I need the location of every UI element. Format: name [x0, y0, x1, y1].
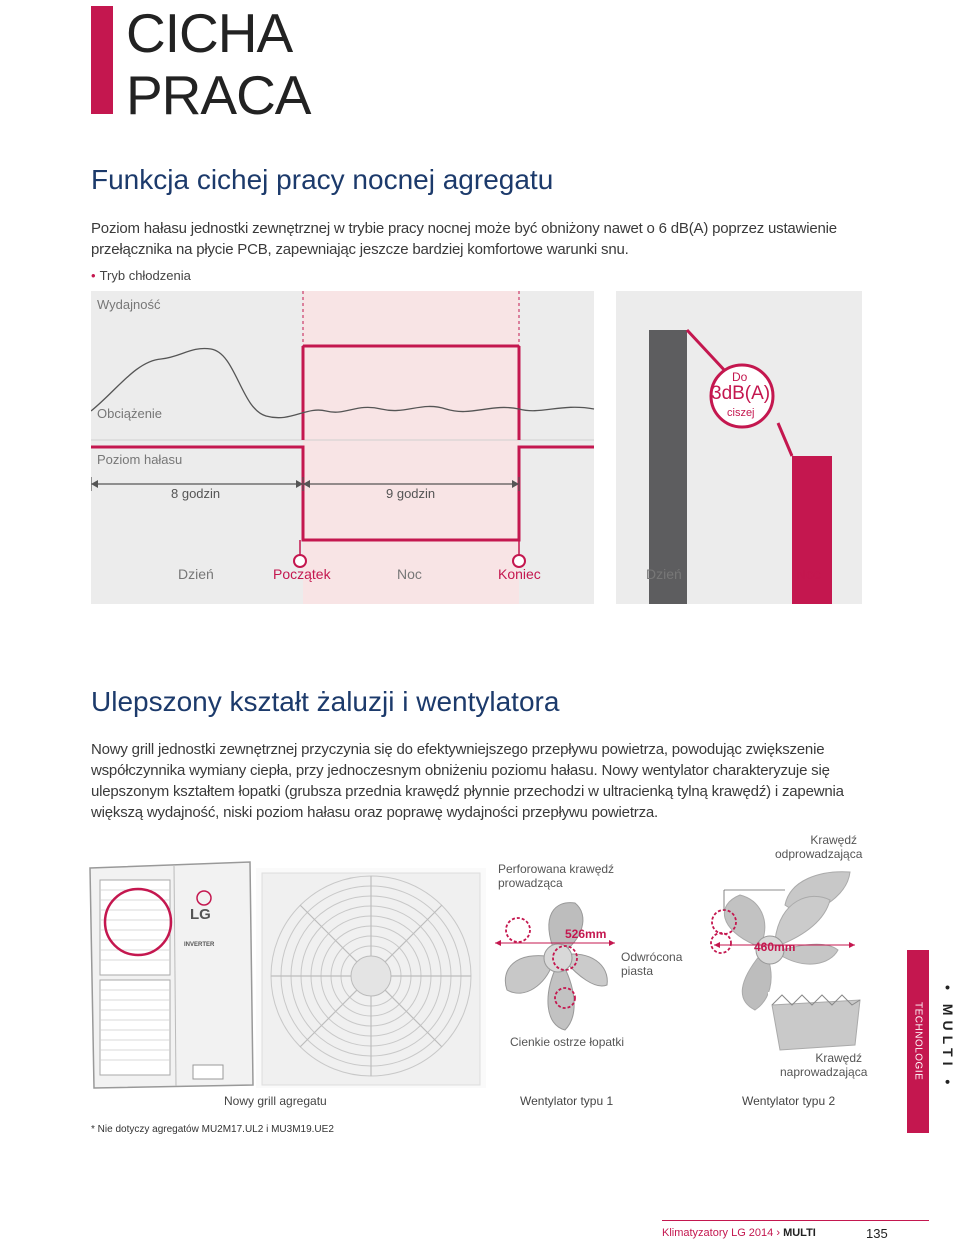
right-axis-night: Noc — [796, 566, 821, 582]
axis-end: Koniec — [498, 566, 541, 582]
section1-heading: Funkcja cichej pracy nocnej agregatu — [91, 164, 554, 195]
fan-grill-image — [256, 868, 486, 1088]
label-reversed-l1: Odwrócona — [621, 950, 683, 964]
label-reversed-l2: piasta — [621, 964, 654, 978]
bullet-text: Tryb chłodzenia — [99, 268, 191, 283]
caption-fan2: Wentylator typu 2 — [742, 1094, 836, 1108]
label-reversed-hub — [621, 950, 682, 978]
title-accent-bar — [91, 6, 113, 114]
fan-type1-image — [495, 895, 615, 1035]
page-title — [126, 2, 311, 126]
day-noise-bar — [649, 330, 687, 604]
fan1-dimension: 526mm — [565, 927, 607, 941]
label-noise: Poziom hałasu — [97, 452, 183, 467]
label-leading-l2: naprowadzająca — [780, 1065, 868, 1079]
footer-rule — [662, 1220, 929, 1221]
label-leading-edge — [780, 1051, 868, 1079]
label-trailing-edge — [775, 833, 863, 861]
axis-start: Początek — [273, 566, 331, 582]
axis-night: Noc — [397, 566, 422, 582]
page-title-line2: PRACA — [126, 64, 311, 126]
side-tab-text: TECHNOLOGIE — [912, 1002, 924, 1081]
label-perforated — [498, 862, 614, 890]
footer-text — [662, 1227, 816, 1239]
label-9h: 9 godzin — [386, 486, 436, 501]
footer-brand: MULTI — [783, 1227, 816, 1239]
section1-body-line1: Poziom hałasu jednostki zewnętrznej w trybie pracy nocnej może być obniżony nawet o 6 dB(A) poprzez ustawienie — [91, 220, 837, 237]
label-8h: 8 godzin — [171, 486, 221, 501]
footer-pub: Klimatyzatory LG 2014 — [662, 1227, 774, 1239]
label-load: Obciążenie — [97, 406, 163, 421]
label-trailing-l1: Krawędź — [810, 833, 857, 847]
bullet-dot: • — [91, 268, 96, 283]
side-tab-label — [907, 950, 929, 1133]
quiet-mode-diagram — [91, 291, 862, 604]
right-axis-day: Dzień — [646, 566, 682, 582]
bubble-top: Do — [732, 370, 748, 384]
caption-grill: Nowy grill agregatu — [224, 1094, 327, 1108]
label-thin-blades: Cienkie ostrze łopatki — [510, 1035, 625, 1049]
bubble-bottom: ciszej — [727, 407, 755, 419]
quiet-mode-diagram-graphic — [91, 291, 862, 604]
page-title-line1: CICHA — [126, 2, 293, 64]
section2-body-line3: ulepszonym kształtem łopatki (grubsza przednia krawędź płynnie przechodzi w ultracienką tylną krawędź) i zapewnia — [91, 783, 844, 800]
caption-fan1: Wentylator typu 1 — [520, 1094, 614, 1108]
label-capacity: Wydajność — [97, 297, 161, 312]
axis-day: Dzień — [178, 566, 214, 582]
unit-inverter: INVERTER — [184, 942, 215, 948]
section2-body-line1: Nowy grill jednostki zewnętrznej przyczynia się do efektywniejszego przepływu powietrza, powodując zwiększenie — [91, 741, 825, 758]
label-perforated-l1: Perforowana krawędź — [498, 862, 615, 876]
bullet-cooling-mode — [91, 268, 191, 283]
section2-heading: Ulepszony kształt żaluzji i wentylatora — [91, 686, 560, 717]
bubble-value: 3dB(A) — [711, 383, 771, 404]
side-multi-label: • MULTI • — [940, 985, 956, 1090]
footnote: * Nie dotyczy agregatów MU2M17.UL2 i MU3M19.UE2 — [91, 1124, 334, 1135]
unit-logo: LG — [190, 906, 211, 923]
label-perforated-l2: prowadząca — [498, 876, 563, 890]
section2-body — [91, 739, 866, 823]
section1-body — [91, 218, 866, 260]
label-leading-l1: Krawędź — [815, 1051, 862, 1065]
section2-body-line4: większą wydajność, niski poziom hałasu oraz poprawę wydajności przepływu powietrza. — [91, 804, 659, 821]
footer-sep: › — [776, 1227, 781, 1239]
fan2-dimension: 460mm — [754, 940, 796, 954]
section2-body-line2: współczynnika wymiany ciepła, przy jednoczesnym obniżeniu poziomu hałasu. Nowy wentylator charakteryzuje się — [91, 762, 830, 779]
page-number: 135 — [866, 1226, 888, 1241]
night-period-bg — [303, 291, 519, 604]
section1-body-line2: przełącznika na płycie PCB, zapewniając jeszcze bardziej komfortowe warunki snu. — [91, 241, 629, 258]
label-trailing-l2: odprowadzająca — [775, 847, 863, 861]
fan-type2-image — [700, 860, 870, 1060]
